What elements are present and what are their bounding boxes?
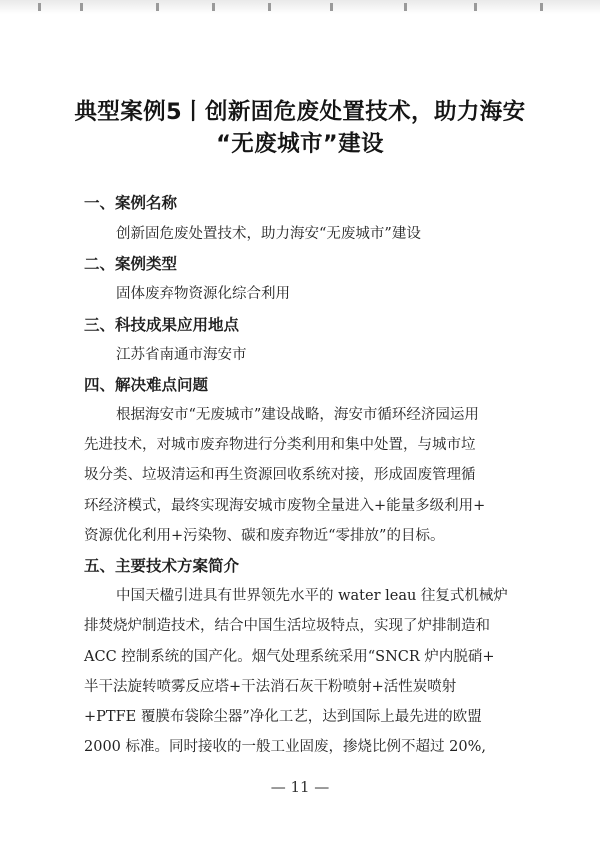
- section-heading-location: 三、科技成果应用地点: [84, 316, 240, 334]
- paragraph-line: 先进技术，对城市废弃物进行分类利用和集中处置，与城市垃: [84, 437, 476, 453]
- paragraph-line: 排焚烧炉制造技术，结合中国生活垃圾特点，实现了炉排制造和: [84, 618, 490, 634]
- paragraph-line: 圾分类、垃圾清运和再生资源回收系统对接，形成固废管理循: [84, 467, 476, 483]
- scan-mark: [156, 3, 159, 11]
- case-type-text: 固体废弃物资源化综合利用: [116, 286, 290, 302]
- scan-mark: [330, 3, 333, 11]
- paragraph-line: 资源优化利用+污染物、碳和废弃物近“零排放”的目标。: [84, 528, 445, 544]
- scan-mark: [80, 3, 83, 11]
- scan-mark: [212, 3, 215, 11]
- case-name-text: 创新固危废处置技术，助力海安“无废城市”建设: [116, 226, 421, 242]
- location-text: 江苏省南通市海安市: [116, 347, 247, 363]
- section-heading-technical-plan: 五、主要技术方案简介: [84, 557, 240, 575]
- paragraph-line: +PTFE 覆膜布袋除尘器”净化工艺，达到国际上最先进的欧盟: [84, 709, 482, 725]
- section-heading-case-type: 二、案例类型: [84, 255, 178, 273]
- scan-mark: [404, 3, 407, 11]
- page-title: [40, 96, 560, 160]
- scan-edge: [0, 0, 600, 14]
- section-heading-case-name: 一、案例名称: [84, 194, 178, 212]
- paragraph-line: 中国天楹引进具有世界领先水平的 water leau 往复式机械炉: [116, 588, 508, 604]
- scan-mark: [268, 3, 271, 11]
- paragraph-line: 2000 标准。同时接收的一般工业固废，掺烧比例不超过 20%,: [84, 739, 486, 755]
- section-heading-problems: 四、解决难点问题: [84, 376, 209, 394]
- title-line-1: 典型案例5丨创新固危废处置技术，助力海安: [74, 99, 526, 125]
- page-number: — 11 —: [270, 778, 330, 796]
- paragraph-line: 根据海安市“无废城市”建设战略，海安市循环经济园运用: [116, 407, 479, 423]
- scan-mark: [38, 3, 41, 11]
- title-line-2: “无废城市”建设: [216, 131, 384, 157]
- paragraph-line: 半干法旋转喷雾反应塔+干法消石灰干粉喷射+活性炭喷射: [84, 679, 457, 695]
- scan-mark: [474, 3, 477, 11]
- paragraph-line: ACC 控制系统的国产化。烟气处理系统采用“SNCR 炉内脱硝+: [84, 649, 495, 665]
- scan-mark: [540, 3, 543, 11]
- paragraph-line: 环经济模式，最终实现海安城市废物全量进入+能量多级利用+: [84, 498, 486, 514]
